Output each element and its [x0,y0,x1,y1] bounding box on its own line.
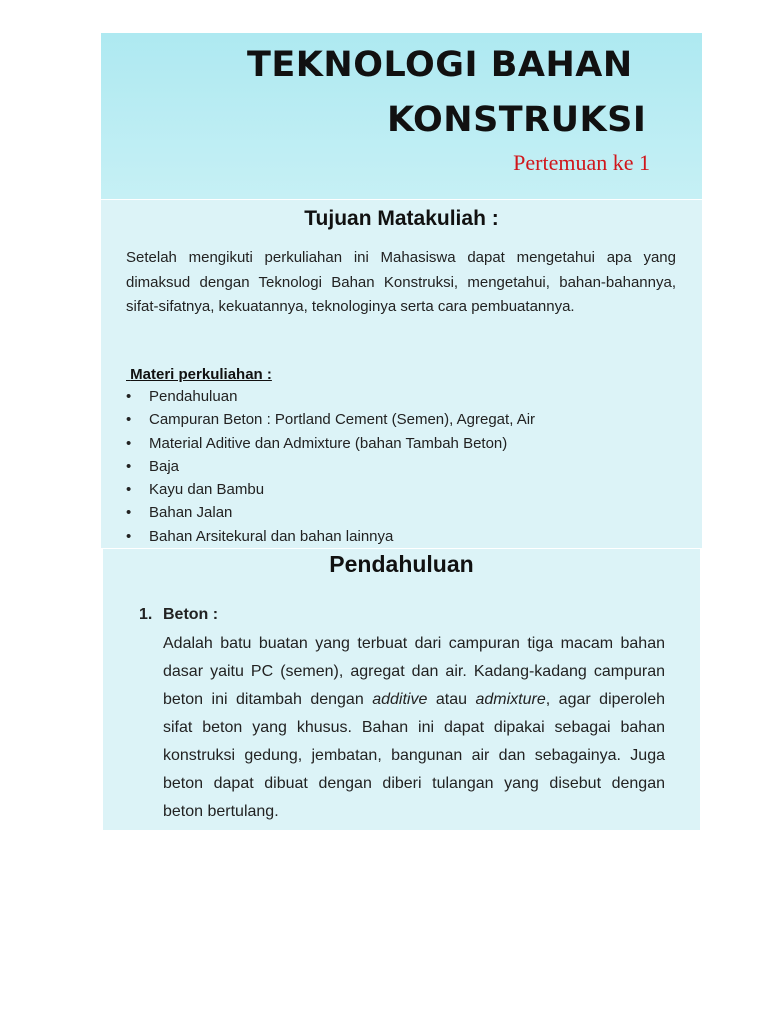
list-item [126,525,535,548]
objectives-paragraph: Setelah mengikuti perkuliahan ini Mahasiswa dapat mengetahui apa yang dimaksud dengan Teknologi Bahan Konstruksi, mengetahui, bahan-bahannya, sifat-sifatnya, kekuatannya, teknologinya serta cara pembuatannya. [126,249,676,315]
list-item [126,455,535,478]
list-item-text: Bahan Arsitekural dan bahan lainnya [149,527,394,545]
bullet-icon: • [126,527,132,545]
materials-list [126,385,535,548]
body-line [163,686,665,714]
bullet-icon: • [126,504,132,522]
bullet-icon: • [126,434,132,452]
list-item [126,501,535,524]
bullet-icon: • [126,457,132,475]
objectives-slide [101,200,702,548]
subtitle: Pertemuan ke 1 [513,150,650,175]
bullet-icon: • [126,388,132,405]
list-item [126,408,535,431]
body-line: Adalah batu buatan yang terbuat dari campuran tiga macam bahan [163,635,665,652]
materials-heading [126,366,272,383]
body-text: , agar diperoleh [545,691,666,708]
objectives-heading: Tujuan Matakuliah : [304,207,499,230]
body-text: beton ini ditambah dengan [163,691,373,708]
body-line: beton bertulang. [163,803,279,820]
item-number: 1. [139,606,153,623]
body-line: beton dapat dibuat dengan diberi tulangan yang disebut dengan [163,775,665,792]
italic-term: additive [372,691,428,708]
item-title: Beton : [163,606,219,623]
body-line: dasar yaitu PC (semen), agregat dan air. Kadang-kadang campuran [163,663,665,680]
intro-heading: Pendahuluan [329,551,474,577]
intro-body [163,630,665,826]
intro-slide [103,549,700,830]
list-item-text: Bahan Jalan [149,504,233,522]
title-slide [101,33,702,199]
list-item [126,432,535,455]
list-item [126,385,535,408]
list-item-text: Kayu dan Bambu [149,481,265,499]
list-item-text: Baja [149,457,180,475]
body-text: atau [427,691,476,708]
body-line: konstruksi gedung, jembatan, bangunan air dan sebagainya. Juga [163,747,665,764]
bullet-icon: • [126,481,132,499]
list-item [126,478,535,501]
list-item-text: Pendahuluan [149,388,238,405]
bullet-icon: • [126,411,132,429]
list-item-text: Campuran Beton : Portland Cement (Semen), Agregat, Air [149,411,536,429]
materials-heading-text: Materi perkuliahan : [130,366,272,383]
body-line: sifat beton yang khusus. Bahan ini dapat dipakai sebagai bahan [163,719,665,736]
title-line-1: TEKNOLOGI BAHAN [247,45,633,85]
title-line-2: KONSTRUKSI [387,100,647,140]
italic-term: admixture [475,691,546,708]
list-item-text: Material Aditive dan Admixture (bahan Tambah Beton) [149,434,508,452]
